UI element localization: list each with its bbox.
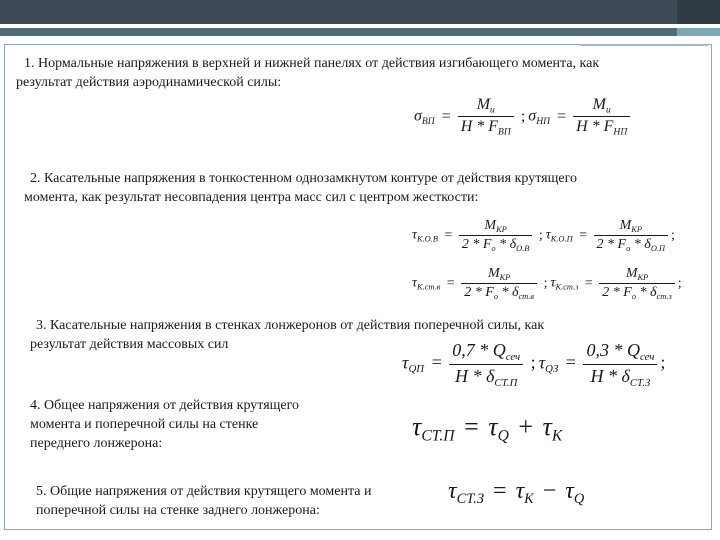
formula-2a-fraction-b <box>594 218 668 253</box>
header-bar-accent <box>677 0 720 24</box>
formula-5-term-1: τ <box>515 478 525 504</box>
formula-3-den-b: H * δ <box>590 365 630 386</box>
formula-2b-den-a-sub1: о <box>493 291 498 301</box>
formula-3-num-b: 0,3 * Q <box>586 340 640 360</box>
formula-1-den-b: H * F <box>576 118 614 136</box>
formula-3-num-a: 0,7 * Q <box>452 340 506 360</box>
item-2-text <box>24 169 577 207</box>
formula-5-term-2: τ <box>565 478 574 504</box>
formula-2a-den-a-mid: * δ <box>495 237 517 252</box>
formula-2b-den-a: 2 * F <box>464 285 494 300</box>
formula-3: $\tau_{QП}$ = $\frac{0,7 * Q_{сеч}}{H * \delta_{СТ.П}}$ ; $\tau_{QЗ}$ = $\frac{0,3 * Q_{сеч}}{H * \delta_{СТ.З}}$ ; <box>402 340 668 389</box>
formula-4-equals: = <box>464 412 479 441</box>
header-bar <box>0 0 720 24</box>
formula-4-operator: + <box>518 412 533 441</box>
formula-4-term-1-sub: Q <box>497 427 509 445</box>
formula-5-equals: = <box>493 478 507 504</box>
item-1-line-2: результат действия аэродинамической силы: <box>16 75 282 90</box>
formula-2b-tau-a: τ <box>412 275 418 291</box>
formula-3-tau-a: τ <box>402 352 409 373</box>
formula-2b-num-b-sub: КР <box>637 272 649 282</box>
item-3-line-2: результат действия массовых сил <box>30 337 229 352</box>
formula-1-num-b: M <box>592 96 606 113</box>
formula-2b-fraction-b <box>599 266 675 301</box>
formula-2a-tau-a: τ <box>412 227 418 243</box>
formula-2b-den-a-mid: * δ <box>497 285 519 300</box>
header-rule <box>0 28 720 36</box>
formula-2a-den-b-sub2: О.П <box>650 243 666 253</box>
formula-1-separator: ; <box>520 107 526 125</box>
formula-2a-den-a-sub2: О.В <box>516 243 530 253</box>
formula-3-tau-b: τ <box>538 352 546 373</box>
formula-1-sub-a: ВП <box>421 115 435 127</box>
formula-3-sub-a: QП <box>408 363 425 376</box>
formula-2b-den-a-sub2: ст.в <box>518 291 535 301</box>
item-2-line-1: 2. Касательные напряжения в тонкостенном однозамкнутом контуре от действия крутящего <box>30 171 577 186</box>
formula-2b-end: ; <box>677 275 682 291</box>
item-1-line-1: 1. Нормальные напряжения в верхней и нижней панелях от действия изгибающего момента, как <box>24 56 600 71</box>
formula-2a-sub-a: К.О.В <box>417 234 438 244</box>
formula-2b-sub-b: К.ст.з <box>555 282 579 292</box>
formula-3-den-a: H * δ <box>454 365 495 386</box>
formula-1-sigma-b: σ <box>528 107 537 125</box>
formula-1-den-b-sub: НП <box>613 126 628 138</box>
item-2-line-2: момента, как результат несовпадения центра масс сил с центром жесткости: <box>24 190 479 205</box>
formula-3-sub-b: QЗ <box>545 363 559 376</box>
formula-1-num-a-sub: и <box>490 104 495 116</box>
formula-3-den-b-sub: СТ.З <box>629 376 651 389</box>
formula-2b-num-a: M <box>487 266 500 281</box>
formula-3-den-a-sub: СТ.П <box>494 376 518 389</box>
corner-rule <box>580 44 708 46</box>
header-rule-accent <box>677 28 720 36</box>
formula-1-sub-b: НП <box>536 115 551 127</box>
formula-2b-den-b: 2 * F <box>602 285 632 300</box>
formula-1-sigma-a: σ <box>414 107 422 125</box>
item-4-line-3: переднего лонжерона: <box>30 436 163 451</box>
formula-2b-den-b-mid: * δ <box>636 285 657 300</box>
formula-2b-fraction-a <box>461 266 537 301</box>
formula-2a: $\tau_{К.О.В}$ = $\frac{M_{КР}}{2 * F_о * \delta_{О.В}}$ ; $\tau_{К.О.П}$ = $\frac{M_{КР}}{2 * F_о * \delta_{О.П}}$ ; <box>412 218 678 253</box>
formula-5-term-2-sub: Q <box>573 491 585 508</box>
formula-2a-fraction-a <box>459 218 533 253</box>
formula-2a-num-b: M <box>619 218 632 233</box>
item-4-text <box>30 396 299 453</box>
formula-3-separator: ; <box>530 352 536 373</box>
formula-3-num-a-sub: сеч <box>505 350 521 363</box>
formula-2a-den-a: 2 * F <box>461 237 492 252</box>
formula-2b-num-b: M <box>625 266 638 281</box>
formula-1-fraction-b <box>573 96 630 138</box>
formula-5-lhs-sub: СТ.З <box>456 491 485 508</box>
formula-3-fraction-a <box>449 340 523 389</box>
item-3-line-1: 3. Касательные напряжения в стенках лонжеронов от действия поперечной силы, как <box>36 318 545 333</box>
formula-2a-num-b-sub: КР <box>631 224 642 234</box>
formula-4 <box>412 412 562 445</box>
formula-2b: $\tau_{К.ст.в}$ = $\frac{M_{КР}}{2 * F_о * \delta_{ст.в}}$ ; $\tau_{К.ст.з}$ = $\frac{M_{КР}}{2 * F_о * \delta_{ст.з}}$ ; <box>412 266 685 301</box>
item-1-text <box>16 54 600 92</box>
formula-5-operator: − <box>542 478 557 504</box>
item-4-line-2: момента и поперечной силы на стенке <box>30 417 259 432</box>
formula-2b-den-b-sub2: ст.з <box>656 291 672 301</box>
formula-2a-den-a-sub1: о <box>491 243 496 253</box>
formula-2a-sub-b: К.О.П <box>550 234 573 244</box>
formula-2a-den-b-sub1: о <box>626 243 631 253</box>
item-5-line-1: 5. Общие напряжения от действия крутящего момента и <box>36 484 372 499</box>
formula-2a-end: ; <box>671 227 675 243</box>
formula-2a-num-a: M <box>484 218 497 233</box>
item-5-line-2: поперечной силы на стенке заднего лонжерона: <box>36 503 320 518</box>
formula-2b-tau-b: τ <box>550 275 556 291</box>
formula-4-lhs: τ <box>412 412 422 441</box>
formula-1-num-a: M <box>476 96 491 113</box>
formula-2b-separator: ; <box>543 275 548 291</box>
formula-3-fraction-b <box>583 340 657 389</box>
formula-2b-sub-a: К.ст.в <box>417 282 441 292</box>
formula-2a-tau-b: τ <box>545 227 551 243</box>
item-4-line-1: 4. Общее напряжения от действия крутящего <box>30 398 300 413</box>
formula-1-den-a-sub: ВП <box>498 126 511 138</box>
formula-4-lhs-sub: СТ.П <box>421 427 455 445</box>
formula-1-fraction-a <box>458 96 514 138</box>
item-5-text <box>36 482 371 520</box>
formula-2a-den-b-mid: * δ <box>630 237 651 252</box>
formula-5-term-1-sub: К <box>524 491 534 508</box>
formula-4-term-1: τ <box>488 412 498 441</box>
formula-2a-den-b: 2 * F <box>596 237 627 252</box>
formula-3-num-b-sub: сеч <box>639 350 655 363</box>
formula-2b-num-a-sub: КР <box>499 272 511 282</box>
formula-2a-separator: ; <box>538 227 543 243</box>
formula-3-end: ; <box>660 352 666 373</box>
formula-4-term-2-sub: К <box>551 427 563 445</box>
formula-5-lhs: τ <box>448 478 457 504</box>
formula-1-num-b-sub: и <box>605 104 611 116</box>
formula-1: $\sigma_{ВП}$ = $\frac{M_и}{H * F_{ВП}}$ ; $\sigma_{НП}$ = $\frac{M_и}{H * F_{НП}}$ <box>414 96 630 138</box>
formula-2a-num-a-sub: КР <box>496 224 507 234</box>
formula-5 <box>448 478 584 508</box>
formula-1-den-a: H * F <box>460 118 499 136</box>
formula-2b-den-b-sub1: о <box>631 291 637 301</box>
formula-4-term-2: τ <box>542 412 552 441</box>
